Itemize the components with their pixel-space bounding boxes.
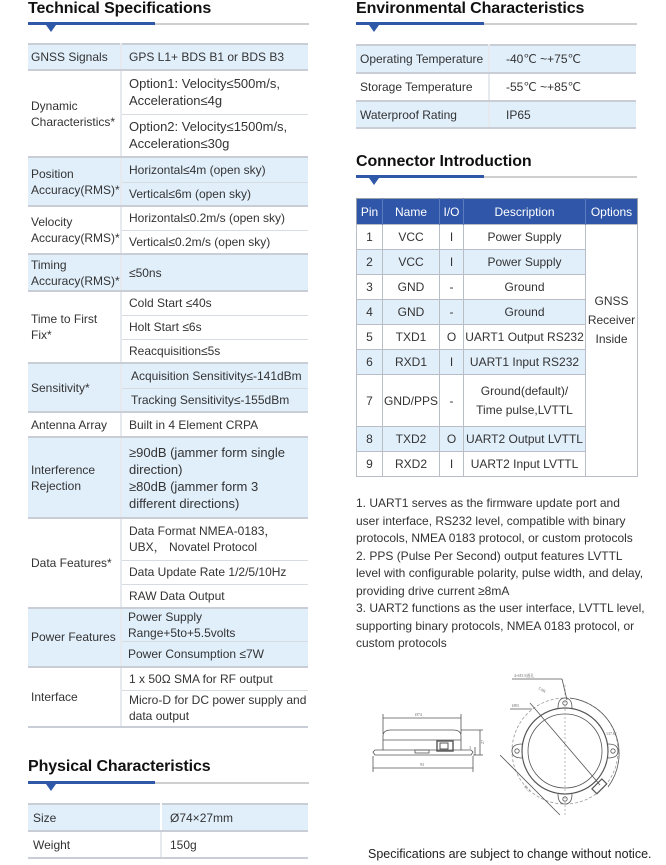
description-line: Ground(default)/: [480, 383, 569, 398]
svg-text:5.8R: 5.8R: [537, 685, 547, 694]
pin-description: UART1 Output RS232: [464, 325, 586, 350]
svg-text:4×Ø3.5通孔: 4×Ø3.5通孔: [514, 673, 535, 678]
spec-label: Antenna Array: [28, 412, 121, 437]
svg-text:3: 3: [469, 745, 471, 750]
physical-label: Size: [28, 804, 161, 831]
physical-characteristics-title: Physical Characteristics: [28, 758, 211, 775]
pin-io: -: [440, 375, 464, 427]
pin-name: TXD1: [383, 325, 440, 350]
side-view-drawing: [365, 700, 505, 780]
physical-value: 150g: [161, 831, 308, 858]
spec-label: Data Features*: [28, 518, 121, 608]
triangle-marker-icon: [46, 784, 56, 791]
pin-io: I: [440, 250, 464, 275]
spec-value: Holt Start ≤6s: [121, 315, 308, 339]
description-line: Time pulse,LVTTL: [476, 402, 573, 417]
pin-description: [464, 375, 586, 427]
environmental-characteristics-title: Environmental Characteristics: [356, 0, 585, 17]
pin-description: Ground: [464, 275, 586, 300]
spec-value: Cold Start ≤40s: [121, 291, 308, 315]
connector-introduction-title: Connector Introduction: [356, 153, 532, 170]
connector-introduction-rule: [356, 176, 637, 178]
technical-specifications-rule: [28, 23, 309, 25]
spec-value: Option2: Velocity≤1500m/s, Acceleration≤30g: [121, 114, 308, 157]
pin-description: Power Supply: [464, 250, 586, 275]
spec-value: Built in 4 Element CRPA: [121, 412, 308, 437]
spec-row-velocity-accuracy: [28, 206, 308, 230]
svg-text:Ø74: Ø74: [415, 712, 422, 717]
spec-row-gnss-signals: [28, 44, 308, 70]
spec-value: Vertical≤0.2m/s (open sky): [121, 230, 308, 254]
spec-value: [121, 437, 308, 518]
header-pin: Pin: [357, 199, 383, 225]
pin-description: Ground: [464, 300, 586, 325]
spec-value: GPS L1+ BDS B1 or BDS B3: [121, 44, 308, 70]
triangle-marker-icon: [369, 25, 379, 32]
spec-row-data-features: [28, 518, 308, 560]
spec-value: Reacquisition≤5s: [121, 339, 308, 363]
spec-row-interference-rejection: [28, 437, 308, 518]
spec-label: Sensitivity*: [28, 363, 121, 412]
spec-label: Power Features: [28, 608, 121, 667]
connector-header-row: [357, 199, 638, 225]
pin: 5: [357, 325, 383, 350]
options-cell: [586, 225, 638, 477]
pin-name: VCC: [383, 250, 440, 275]
header-description: Description: [464, 199, 586, 225]
connector-note-1: 1. UART1 serves as the firmware update port and user interface, RS232 level, compatible with binary protocols, NMEA 0183 protocol, or custom protocols: [356, 496, 633, 545]
header-options: Options: [586, 199, 638, 225]
spec-row-timing-accuracy: [28, 254, 308, 291]
pin-name: GND: [383, 300, 440, 325]
spec-label: Timing Accuracy(RMS)*: [28, 254, 121, 291]
pin-description: Power Supply: [464, 225, 586, 250]
spec-row-position-accuracy: [28, 157, 308, 182]
triangle-marker-icon: [369, 178, 379, 185]
spec-label: GNSS Signals: [28, 44, 121, 70]
spec-row-time-to-first-fix: [28, 291, 308, 315]
physical-row-size: [28, 804, 308, 831]
spec-row-antenna-array: [28, 412, 308, 437]
pin-io: -: [440, 275, 464, 300]
top-view-drawing: [500, 665, 630, 840]
spec-row-sensitivity: [28, 363, 308, 388]
pin-name: GND: [383, 275, 440, 300]
env-row-operating-temperature: [356, 45, 636, 73]
spec-value: ≤50ns: [121, 254, 308, 291]
technical-specifications-title: Technical Specifications: [28, 0, 212, 17]
spec-value: Tracking Sensitivity≤-155dBm: [121, 388, 308, 412]
pin-io: O: [440, 325, 464, 350]
options-line: GNSS: [594, 294, 629, 308]
spec-row-dynamic: [28, 70, 308, 114]
spec-label: Interference Rejection: [28, 437, 121, 518]
header-name: Name: [383, 199, 440, 225]
options-line: Receiver: [587, 313, 636, 327]
physical-value: Ø74×27mm: [161, 804, 308, 831]
pin: 8: [357, 427, 383, 452]
spec-label: Interface: [28, 667, 121, 727]
pin-name: RXD1: [383, 350, 440, 375]
physical-characteristics-rule: [28, 782, 309, 784]
spec-value: Horizontal≤0.2m/s (open sky): [121, 206, 308, 230]
spec-value: Horizontal≤4m (open sky): [121, 157, 308, 182]
interference-line-2: ≥80dB (jammer form 3 different directions): [129, 478, 259, 511]
environmental-characteristics-table: [356, 44, 636, 129]
pin-name: TXD2: [383, 427, 440, 452]
connector-table: [356, 198, 638, 477]
spec-value: Vertical≤6m (open sky): [121, 182, 308, 206]
disclaimer: Specifications are subject to change without notice.: [368, 847, 652, 861]
svg-text:93: 93: [420, 762, 424, 767]
interference-line-1: ≥90dB (jammer form single direction): [129, 444, 285, 477]
spec-value: Data Format NMEA-0183， UBX， Novatel Protocol: [121, 518, 308, 560]
connector-row-1: [357, 225, 638, 250]
pin-name: GND/PPS: [383, 375, 440, 427]
env-label: Operating Temperature: [356, 45, 489, 73]
physical-row-weight: [28, 831, 308, 858]
pin-io: I: [440, 350, 464, 375]
env-label: Storage Temperature: [356, 73, 489, 101]
env-label: Waterproof Rating: [356, 101, 489, 128]
spec-label: Velocity Accuracy(RMS)*: [28, 206, 121, 254]
environmental-characteristics-rule: [356, 23, 637, 25]
pin-io: -: [440, 300, 464, 325]
pin: 7: [357, 375, 383, 427]
spec-value: Data Update Rate 1/2/5/10Hz: [121, 560, 308, 584]
triangle-marker-icon: [46, 25, 56, 32]
header-io: I/O: [440, 199, 464, 225]
spec-label: Time to First Fix*: [28, 291, 121, 363]
pin-description: UART1 Input RS232: [464, 350, 586, 375]
spec-value: Micro-D for DC power supply and data output: [121, 691, 308, 727]
pin-io: I: [440, 225, 464, 250]
connector-note-3: 3. UART2 functions as the user interface, LVTTL level, supporting binary protocols, NMEA 0183 protocol, or custom protocols: [356, 601, 645, 650]
spec-value: Power Consumption ≤7W: [121, 642, 308, 667]
pin-description: UART2 Input LVTTL: [464, 452, 586, 477]
connector-note-2: 2. PPS (Pulse Per Second) output features LVTTL level with configurable polarity, pulse width, and delay, providing drive current ≥8mA: [356, 548, 644, 598]
pin-io: I: [440, 452, 464, 477]
spec-label: Dynamic Characteristics*: [28, 70, 121, 157]
pin: 1: [357, 225, 383, 250]
spec-value: Acquisition Sensitivity≤-141dBm: [121, 363, 308, 388]
pin-name: VCC: [383, 225, 440, 250]
physical-characteristics-table: [28, 803, 308, 859]
env-row-storage-temperature: [356, 73, 636, 101]
spec-row-interface: [28, 667, 308, 691]
spec-row-power-features: [28, 608, 308, 642]
spec-value: RAW Data Output: [121, 584, 308, 608]
env-value: IP65: [489, 101, 636, 128]
spec-value: 1 x 50Ω SMA for RF output: [121, 667, 308, 691]
physical-label: Weight: [28, 831, 161, 858]
svg-text:27: 27: [480, 740, 485, 744]
pin-name: RXD2: [383, 452, 440, 477]
pin: 2: [357, 250, 383, 275]
connector-notes: [356, 495, 646, 653]
spec-label: Position Accuracy(RMS)*: [28, 157, 121, 206]
pin: 6: [357, 350, 383, 375]
spec-value: Power Supply Range+5to+5.5volts: [121, 608, 308, 642]
env-row-waterproof-rating: [356, 101, 636, 128]
svg-text:Ø83: Ø83: [512, 703, 519, 708]
technical-specifications-table: [28, 43, 308, 728]
pin-description: UART2 Output LVTTL: [464, 427, 586, 452]
svg-text:137.6°: 137.6°: [606, 731, 617, 736]
pin: 9: [357, 452, 383, 477]
env-value: -55℃ ~+85℃: [489, 73, 636, 101]
pin-io: O: [440, 427, 464, 452]
svg-text:81.3: 81.3: [523, 784, 532, 793]
env-value: -40℃ ~+75℃: [489, 45, 636, 73]
options-line: Inside: [595, 332, 628, 346]
spec-value: Option1: Velocity≤500m/s, Acceleration≤4g: [121, 70, 308, 114]
pin: 4: [357, 300, 383, 325]
pin: 3: [357, 275, 383, 300]
